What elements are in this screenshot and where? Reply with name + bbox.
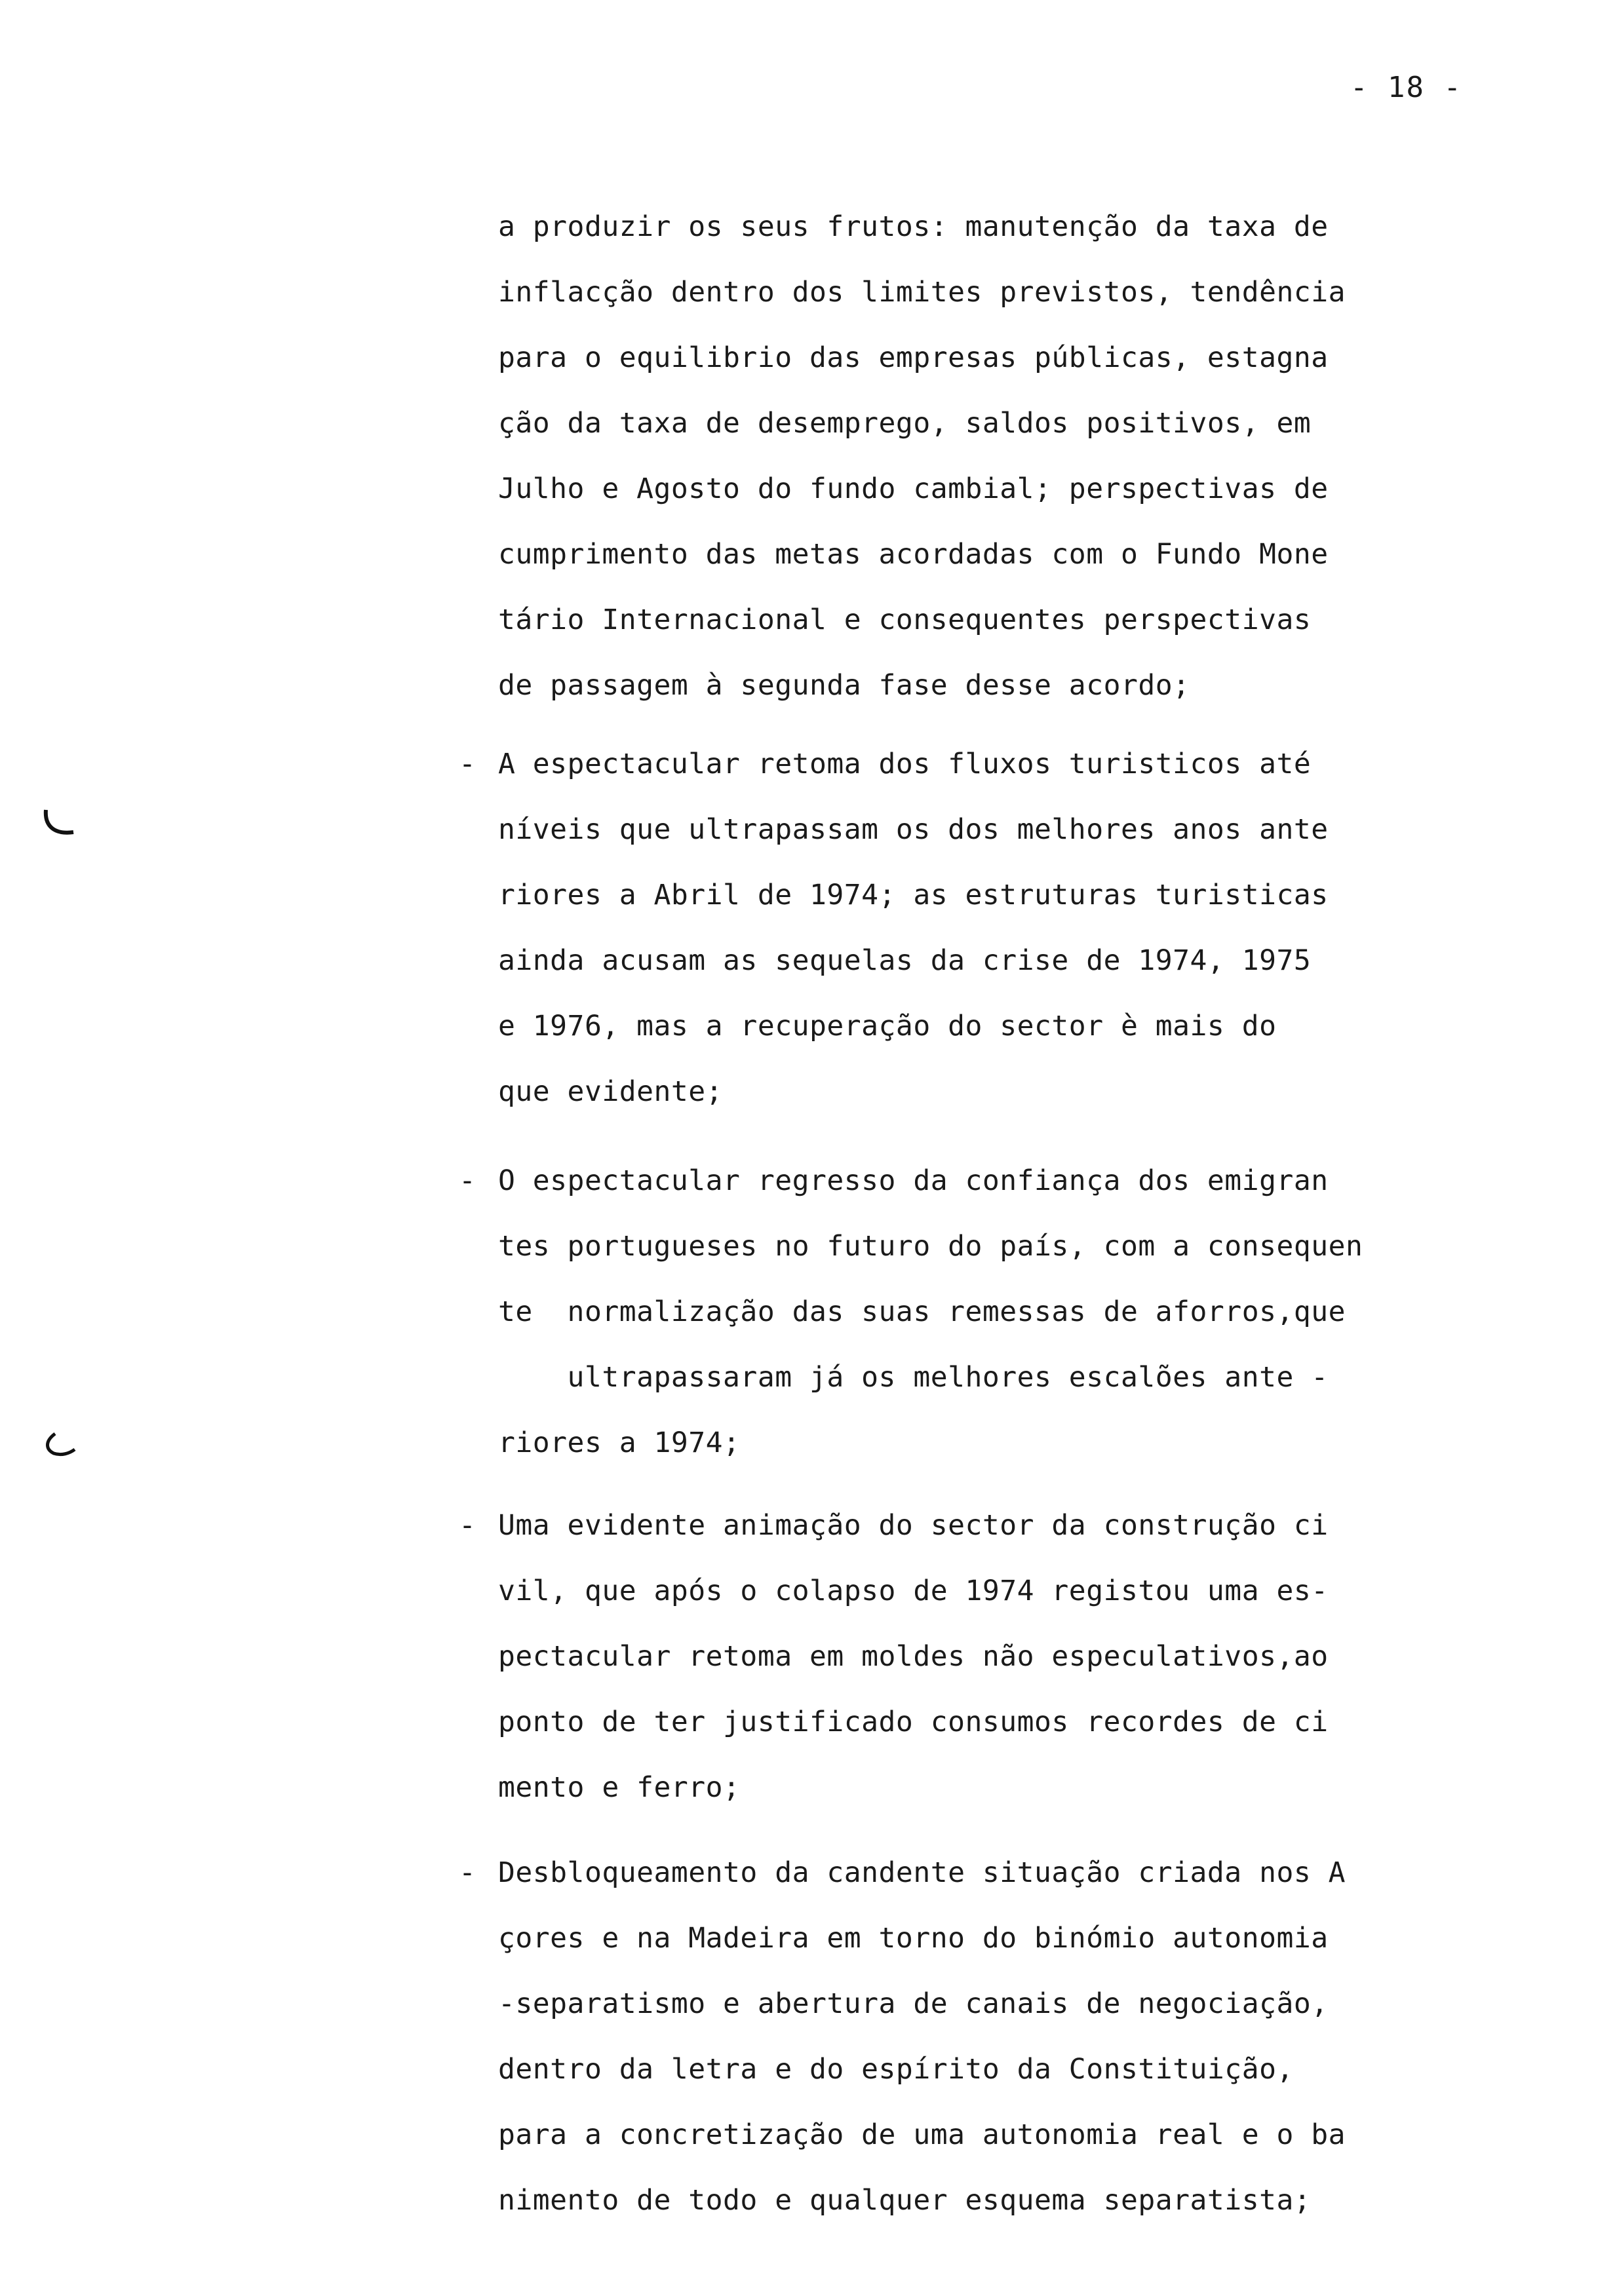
list-dash: - xyxy=(459,1856,477,1889)
text-line: ultrapassaram já os melhores escalões ante - xyxy=(498,1361,1329,1394)
text-line: O espectacular regresso da confiança dos emigran xyxy=(498,1164,1329,1197)
text-line: te normalização das suas remessas de aforros,que xyxy=(498,1295,1346,1328)
text-line: Uma evidente animação do sector da construção ci xyxy=(498,1509,1329,1542)
text-line: cumprimento das metas acordadas com o Fundo Mone xyxy=(498,538,1329,571)
text-line: riores a 1974; xyxy=(498,1426,741,1459)
text-line: vil, que após o colapso de 1974 registou uma es- xyxy=(498,1575,1329,1607)
text-line: mento e ferro; xyxy=(498,1771,741,1804)
text-line: A espectacular retoma dos fluxos turisticos até xyxy=(498,748,1312,780)
list-dash: - xyxy=(459,1509,477,1542)
text-line: que evidente; xyxy=(498,1075,724,1108)
text-line: ção da taxa de desemprego, saldos positivos, em xyxy=(498,407,1312,440)
list-item-construction xyxy=(459,1493,1521,1820)
text-line: -separatismo e abertura de canais de negociação, xyxy=(498,1987,1329,2020)
text-line: tário Internacional e consequentes perspectivas xyxy=(498,603,1312,636)
list-item-tourism xyxy=(459,731,1521,1124)
text-line: e 1976, mas a recuperação do sector è mais do xyxy=(498,1010,1277,1043)
binder-hole-mark-upper xyxy=(41,806,80,845)
text-line: nimento de todo e qualquer esquema separatista; xyxy=(498,2184,1312,2217)
list-item-azores-madeira xyxy=(459,1840,1521,2233)
list-dash: - xyxy=(459,748,477,780)
text-line: níveis que ultrapassam os dos melhores anos ante xyxy=(498,813,1329,846)
list-item-emigrants xyxy=(459,1148,1521,1476)
text-line: dentro da letra e do espírito da Constituição, xyxy=(498,2053,1294,2086)
text-line: riores a Abril de 1974; as estruturas turisticas xyxy=(498,879,1329,911)
intro-paragraph xyxy=(498,194,1521,718)
text-line: inflacção dentro dos limites previstos, tendência xyxy=(498,276,1346,309)
text-line: Julho e Agosto do fundo cambial; perspectivas de xyxy=(498,472,1329,505)
text-line: para o equilibrio das empresas públicas, estagna xyxy=(498,341,1329,374)
page-number: - 18 - xyxy=(1350,71,1462,104)
text-line: tes portugueses no futuro do país, com a consequen xyxy=(498,1230,1363,1263)
binder-hole-mark-lower xyxy=(41,1428,80,1468)
list-dash: - xyxy=(459,1164,477,1197)
text-line: Desbloqueamento da candente situação criada nos A xyxy=(498,1856,1346,1889)
text-line: para a concretização de uma autonomia real e o ba xyxy=(498,2118,1346,2151)
text-line: pectacular retoma em moldes não especulativos,ao xyxy=(498,1640,1329,1673)
text-line: çores e na Madeira em torno do binómio autonomia xyxy=(498,1922,1329,1955)
text-line: a produzir os seus frutos: manutenção da taxa de xyxy=(498,210,1329,243)
text-line: ponto de ter justificado consumos recordes de ci xyxy=(498,1706,1329,1738)
text-line: ainda acusam as sequelas da crise de 1974, 1975 xyxy=(498,944,1312,977)
text-line: de passagem à segunda fase desse acordo; xyxy=(498,669,1190,702)
